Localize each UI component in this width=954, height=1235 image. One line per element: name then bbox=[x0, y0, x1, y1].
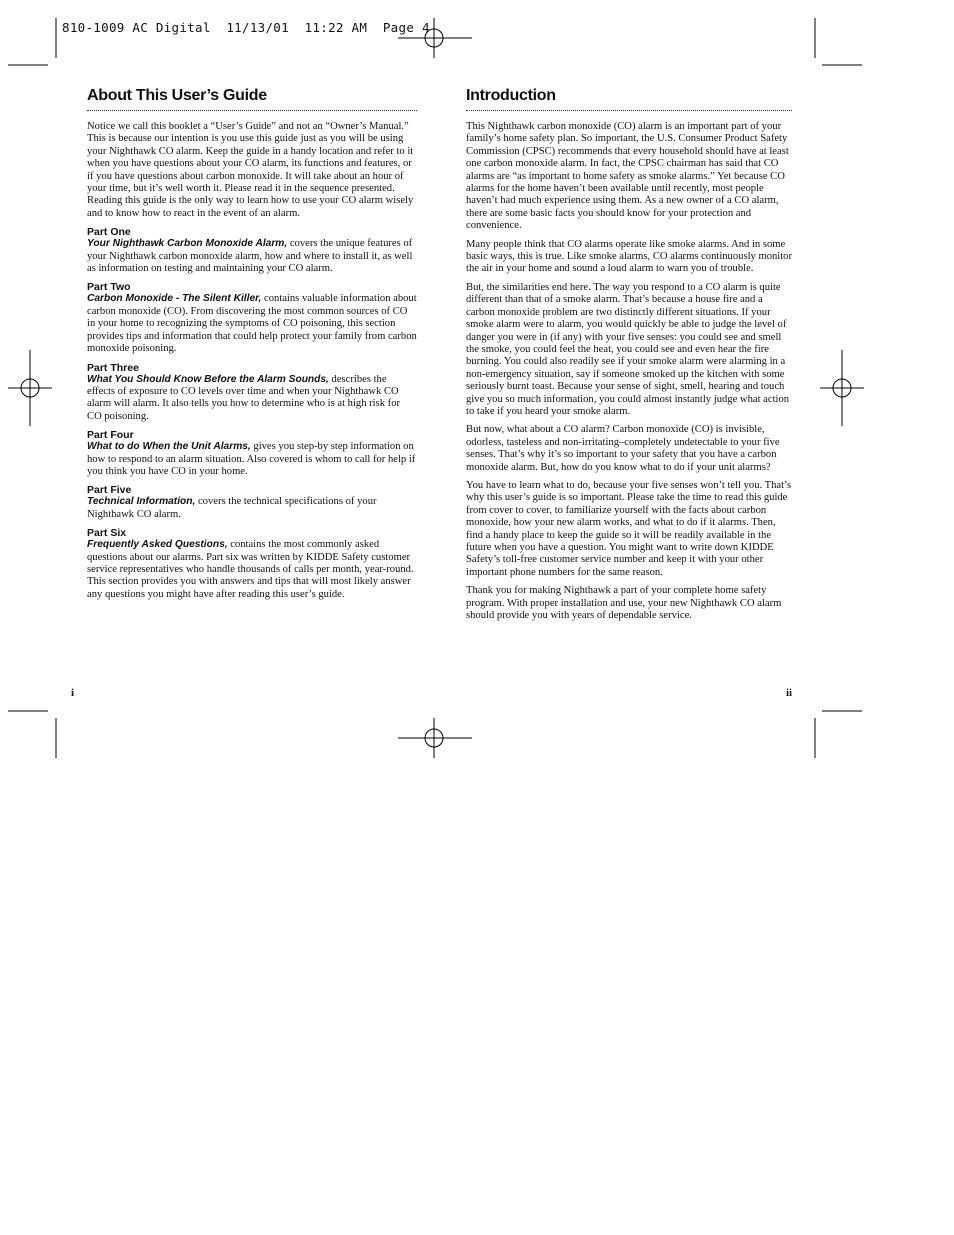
guide-intro-paragraph: Notice we call this booklet a “User’s Guide” and not an “Owner’s Manual.” This is because our intention is you use this guide just as you will be using your Nighthawk CO alarm. Keep the guide in a handy location and refer to it when you have questions about your CO alarm, its functions and features, or if you have questions about carbon monoxide. It will take about an hour of your time, but it’s well worth it. Please read it in the sequence presented. Reading this guide is the only way to learn how to use your CO alarm wisely and to know how to react in the event of an alarm. bbox=[87, 121, 414, 219]
intro-paragraph-2: Many people think that CO alarms operate like smoke alarms. And in some basic ways, this is true. Like smoke alarms, CO alarms continuously monitor the air in your home and sound a loud alarm to warn you of trouble. bbox=[466, 238, 793, 275]
part-three-desc bbox=[87, 374, 417, 424]
part-six-desc bbox=[87, 539, 417, 601]
part-six-text: contains the most commonly asked questions about our alarms. Part six was written by KIDDE Safety customer service representatives who handle thousands of calls per month, year-round. This section provides you with answers and tips that will most likely answer any questions you might have after reading this user’s guide. bbox=[87, 539, 414, 600]
right-heading-rule bbox=[466, 110, 792, 111]
registration-mark-top bbox=[398, 18, 472, 58]
part-five-text: covers the technical specifications of your Nighthawk CO alarm. bbox=[87, 496, 377, 520]
part-two-desc bbox=[87, 293, 417, 355]
registration-mark-left bbox=[8, 350, 52, 426]
part-three-title: What You Should Know Before the Alarm Sounds, bbox=[87, 373, 329, 385]
part-one-text: covers the unique features of your Nighthawk carbon monoxide alarm, how and where to install it, as well as information on testing and maintaining your CO alarm. bbox=[87, 238, 413, 275]
part-four-label: Part Four bbox=[87, 429, 134, 442]
intro-paragraph-4: But now, what about a CO alarm? Carbon monoxide (CO) is invisible, odorless, tasteless and non-irritating–completely undetectable to your five senses. That’s why it’s so important to your safety that you have a carbon monoxide alarm. But, how do you know what to do if your unit alarms? bbox=[466, 424, 780, 473]
part-three-text: describes the effects of exposure to CO levels over time and when your Nighthawk CO alarm will alarm. It also tells you how to determine who is at high risk for CO poisoning. bbox=[87, 373, 401, 422]
intro-paragraph-6: Thank you for making Nighthawk a part of your complete home safety program. With proper installation and use, your new Nighthawk CO alarm should provide you with years of dependable service. bbox=[466, 585, 782, 622]
part-three-label: Part Three bbox=[87, 361, 139, 374]
part-five-title: Technical Information, bbox=[87, 496, 196, 508]
page-number-right: ii bbox=[786, 687, 793, 699]
part-one-label: Part One bbox=[87, 226, 131, 239]
intro-paragraph-1: This Nighthawk carbon monoxide (CO) alarm is an important part of your family’s home safety plan. So important, the U.S. Consumer Product Safety Commission (CPSC) recommends that every household should have at least one carbon monoxide alarm. In fact, the CPSC chairman has said that CO alarms are “as important to home safety as smoke alarms.” Yet because CO alarms for the home haven’t been available until recently, most people haven’t had much experience using them. As a new owner of a CO alarm, there are some basic facts you should know for your protection and convenience. bbox=[466, 121, 789, 232]
right-column bbox=[466, 86, 792, 628]
registration-mark-bottom bbox=[398, 718, 472, 758]
page-number-left: i bbox=[71, 687, 75, 699]
part-six-label: Part Six bbox=[87, 527, 127, 540]
part-one-title: Your Nighthawk Carbon Monoxide Alarm, bbox=[87, 238, 288, 250]
part-two-text: contains valuable information about carbon monoxide (CO). From discovering the most common sources of CO in your home to recognizing the symptoms of CO poisoning, this section provides tips and information that could help protect your family from carbon monoxide poisoning. bbox=[87, 293, 417, 355]
part-four-desc bbox=[87, 441, 417, 478]
part-four-text: gives you step-by step information on how to respond to an alarm situation. Also covered is whom to call for help if you think you have CO in your home. bbox=[87, 441, 416, 477]
print-slug: 810-1009 AC Digital 11/13/01 11:22 AM Page 4 bbox=[62, 20, 430, 35]
part-one-desc bbox=[87, 238, 417, 275]
left-column bbox=[87, 86, 417, 607]
part-four-title: What to do When the Unit Alarms, bbox=[87, 441, 251, 453]
part-two-title: Carbon Monoxide - The Silent Killer, bbox=[87, 293, 262, 305]
part-five-desc bbox=[87, 496, 417, 521]
left-heading: About This User’s Guide bbox=[87, 87, 267, 104]
part-six-title: Frequently Asked Questions, bbox=[87, 539, 228, 551]
intro-paragraph-5: You have to learn what to do, because your five senses won’t tell you. That’s why this user’s guide is so important. Please take the time to read this guide from cover to cover, to familiarize yourself with the facts about carbon monoxide, how your new alarm works, and what to do if it alarms. Then, find a handy place to keep the guide so it will be readily available in the future when you have a question. You might want to write down KIDDE Safety’s toll-free customer service number and keep it with your other important phone numbers for the same reason. bbox=[466, 479, 792, 578]
right-heading: Introduction bbox=[466, 87, 556, 104]
registration-mark-right bbox=[820, 350, 864, 426]
intro-paragraph-3: But, the similarities end here. The way you respond to a CO alarm is quite different than that of a smoke alarm. That’s because a house fire and a carbon monoxide problem are two distinctly different situations. If your smoke alarm were to alarm, you would quickly be able to judge the level of danger you were in (if any) with your five senses: you could see and smell the smoke, you could feel the heat, you could see and even hear the fire burning. You could also readily see if your smoke alarm were alarming in a non-emergency situation, say if someone smoked up the kitchen with some seriously burnt toast. Because your sense of sight, smell, hearing and touch give you so much information, you could almost instantly judge what action to take if you heard your smoke alarm. bbox=[466, 281, 790, 417]
left-heading-rule bbox=[87, 110, 417, 111]
part-five-label: Part Five bbox=[87, 484, 132, 497]
part-two-label: Part Two bbox=[87, 281, 131, 294]
